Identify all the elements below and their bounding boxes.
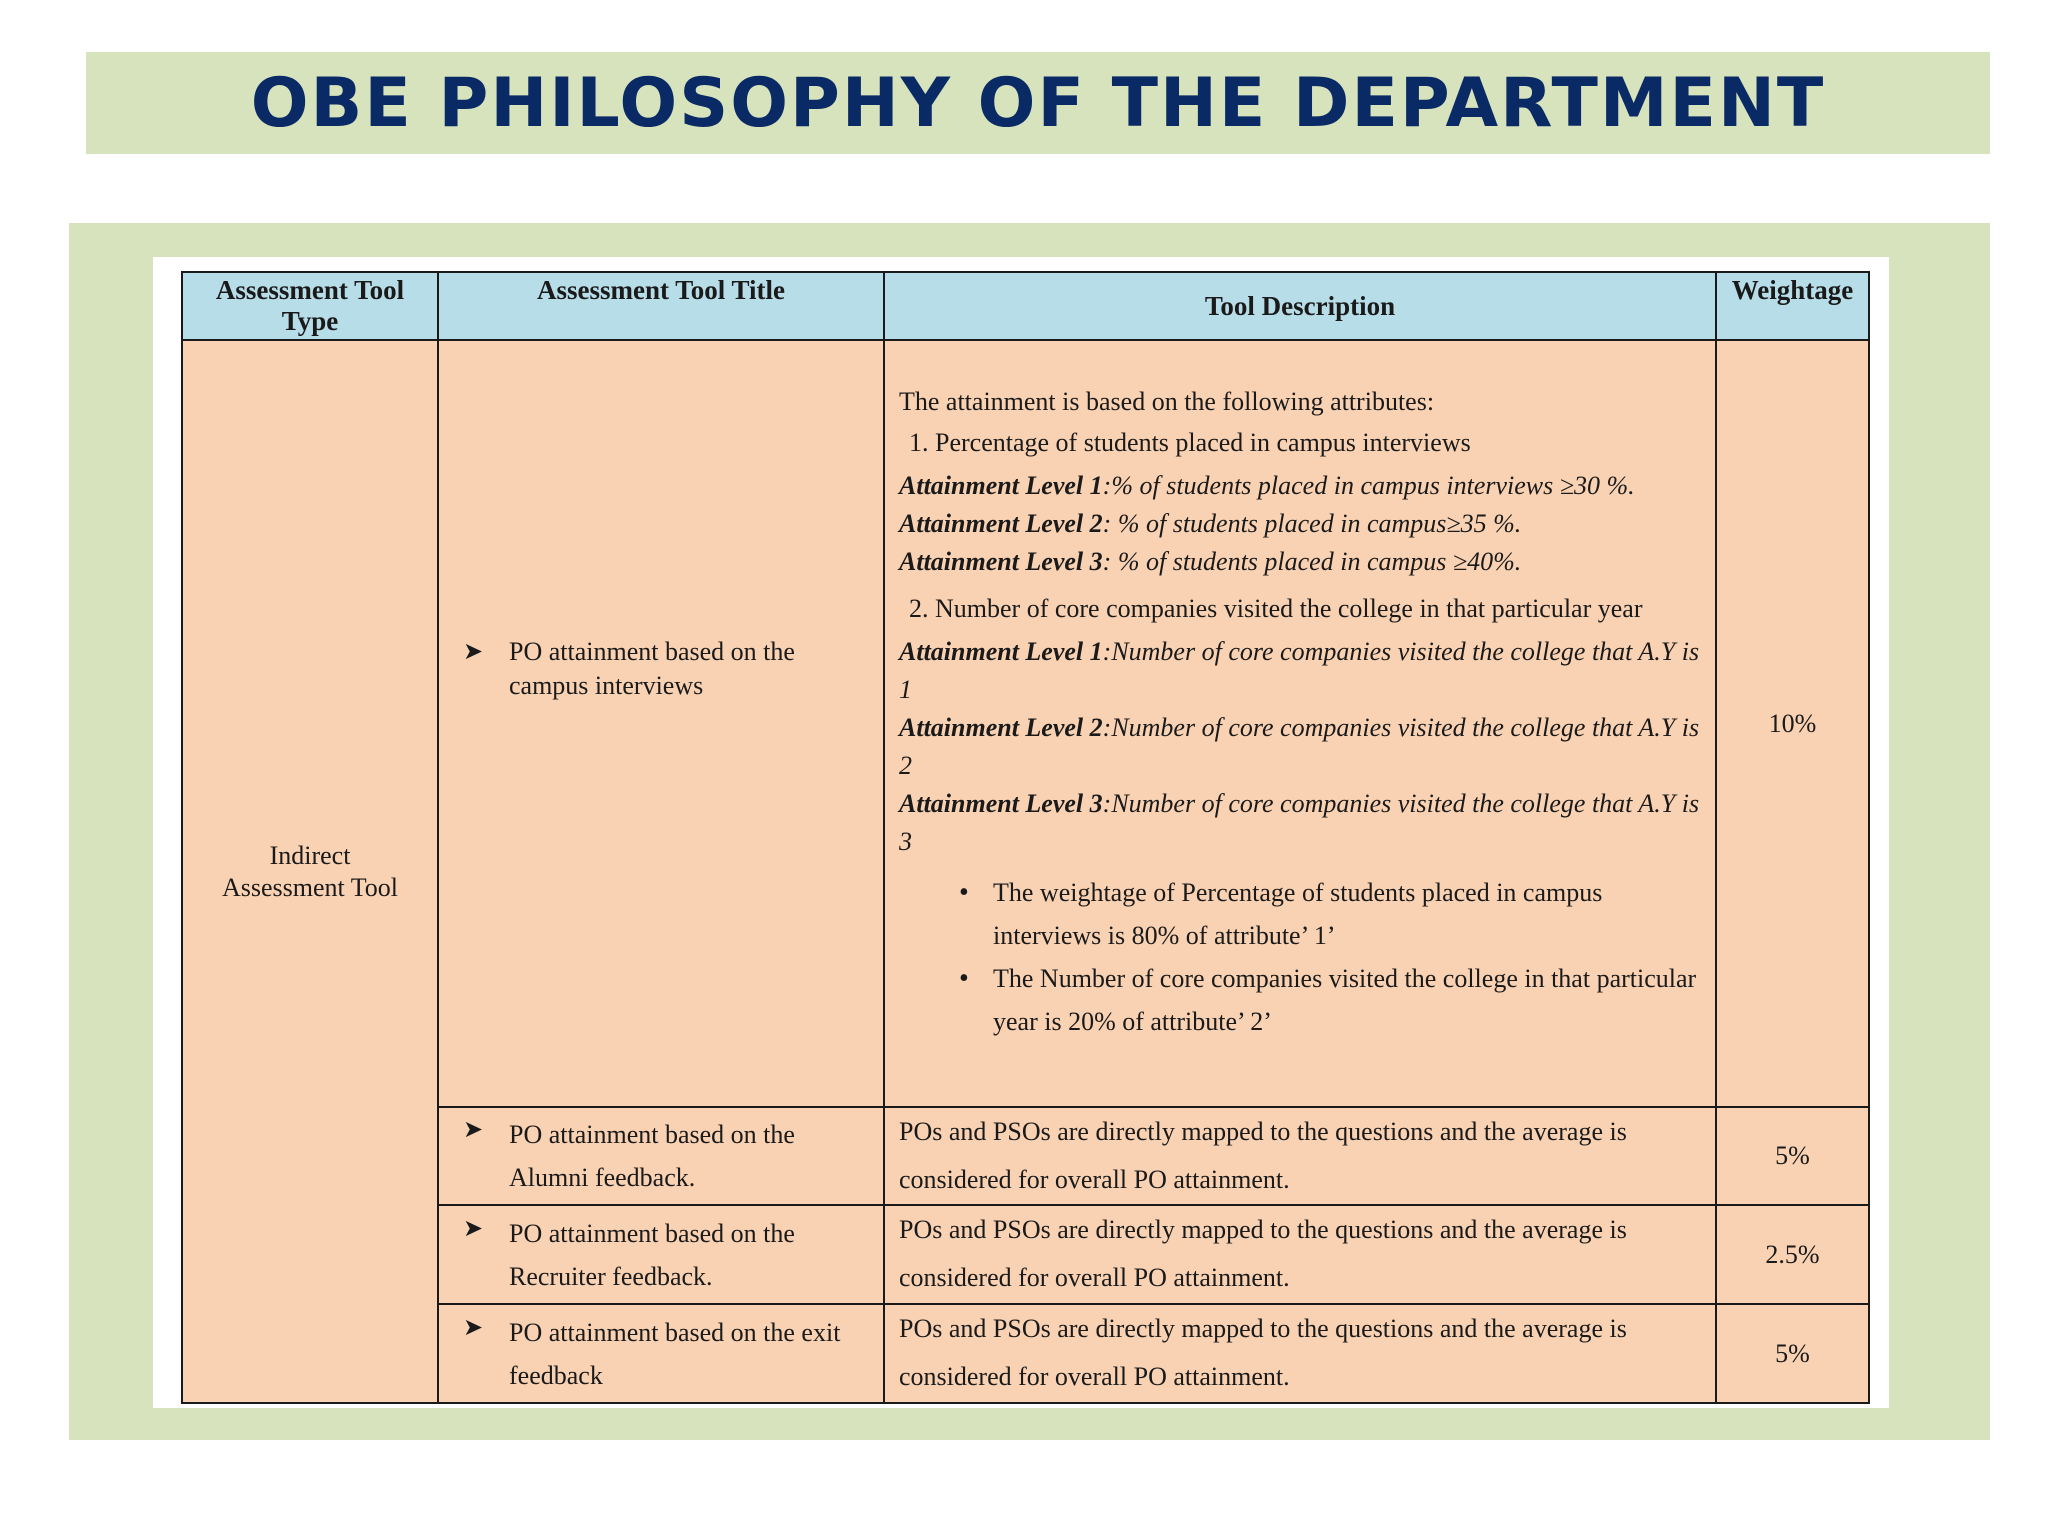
header-row [182,272,1869,340]
weightage-notes [899,871,1703,1043]
tool-description-cell: POs and PSOs are directly mapped to the questions and the average is considered for overall PO attainment. [884,1304,1716,1403]
header-weightage: Weightage [1716,272,1869,340]
tool-title-item [463,635,875,703]
tool-title-text: PO attainment based on the campus interviews [509,636,795,700]
weightage-cell: 2.5% [1716,1205,1869,1304]
tool-title-cell [438,340,884,1107]
content-frame [69,223,1990,1440]
attribute-2: 2. Number of core companies visited the college in that particular year [909,594,1643,623]
title-banner [86,52,1990,154]
arrow-bullet-icon: ➤ [463,638,484,665]
attr1-level-3: Attainment Level 3: % of students placed in campus ≥40%. [899,547,1522,576]
arrow-bullet-icon: ➤ [463,1117,484,1143]
tool-title-item [463,1311,875,1397]
header-type: Assessment Tool Type [182,272,438,340]
tool-description-cell [884,340,1716,1107]
attr2-level-1: Attainment Level 1:Number of core companies visited the college that A.Y is 1 [899,637,1700,704]
tool-title-text: PO attainment based on the Recruiter feedback. [509,1218,795,1291]
tool-title-cell [438,1205,884,1304]
table-sheet [153,257,1889,1408]
tool-title-cell [438,1304,884,1403]
attribute-1: 1. Percentage of students placed in campus interviews [909,428,1471,457]
list-item: • The weightage of Percentage of students placed in campus interviews is 80% of attribute’ 1’ [959,871,1703,957]
tool-type-cell [182,340,438,1403]
arrow-bullet-icon: ➤ [463,1215,484,1242]
header-title: Assessment Tool Title [438,272,884,340]
attr1-level-2: Attainment Level 2: % of students placed in campus≥35 %. [899,509,1522,538]
page-title: OBE PHILOSOPHY OF THE DEPARTMENT [250,63,1826,143]
description-intro: The attainment is based on the following attributes: [899,387,1435,416]
assessment-table [181,271,1870,1404]
tool-title-text: PO attainment based on the Alumni feedback. [509,1120,795,1192]
tool-type-text: Indirect Assessment Tool [221,840,399,902]
attr1-level-1: Attainment Level 1:% of students placed in campus interviews ≥30 %. [899,471,1635,500]
tool-description-cell: POs and PSOs are directly mapped to the questions and the average is considered for overall PO attainment. [884,1107,1716,1205]
attr2-level-2: Attainment Level 2:Number of core companies visited the college that A.Y is 2 [899,713,1700,780]
attr2-level-3: Attainment Level 3:Number of core companies visited the college that A.Y is 3 [899,789,1700,856]
tool-title-text: PO attainment based on the exit feedback [509,1317,841,1390]
weightage-cell: 5% [1716,1304,1869,1403]
table-row [182,340,1869,1107]
header-description: Tool Description [884,272,1716,340]
weightage-cell: 10% [1716,340,1869,1107]
tool-title-cell [438,1107,884,1205]
tool-title-item [463,1113,875,1199]
tool-description-cell: POs and PSOs are directly mapped to the questions and the average is considered for overall PO attainment. [884,1205,1716,1304]
list-item: • The Number of core companies visited the college in that particular year is 20% of attribute’ 2’ [959,957,1703,1043]
arrow-bullet-icon: ➤ [463,1314,484,1341]
tool-title-item [463,1212,875,1298]
weightage-cell: 5% [1716,1107,1869,1205]
